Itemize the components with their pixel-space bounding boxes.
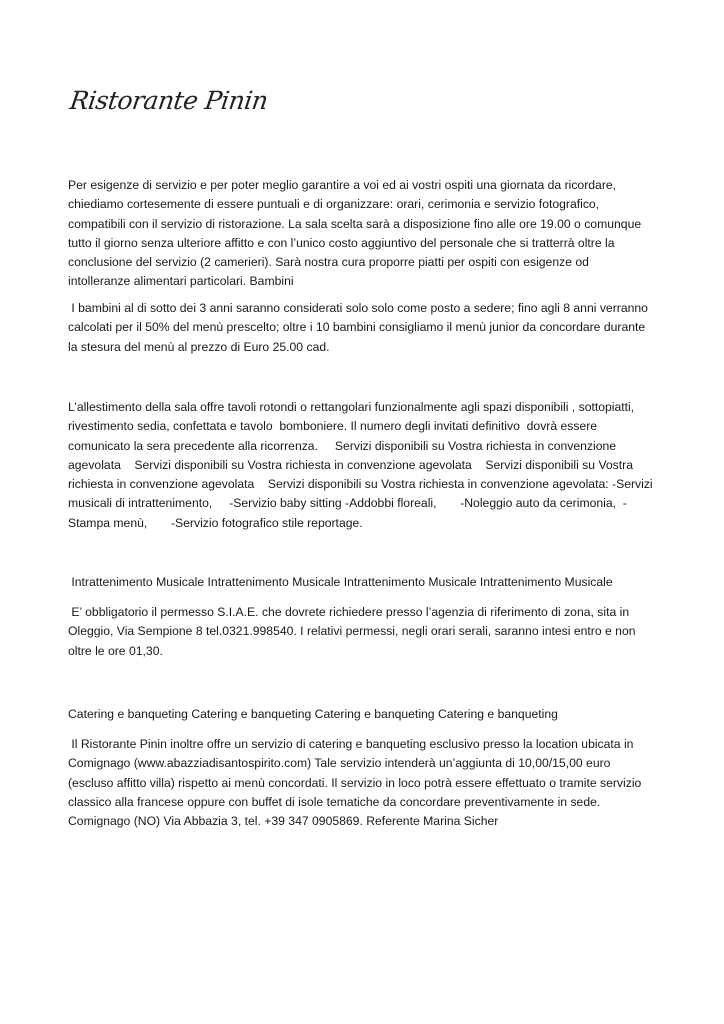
text-line: oltre le ore 01,30. (68, 643, 163, 658)
text-line: Comignago (NO) Via Abbazia 3, tel. +39 347 0905869. Referente Marina Sicher (68, 814, 499, 829)
paragraph-service-requirements (68, 176, 668, 292)
text-line: Catering e banqueting Catering e banqueting Catering e banqueting Catering e banqueting (68, 707, 558, 721)
text-line: rivestimento sedia, confettata e tavolo bomboniere. Il numero degli invitati definitivo dovrà essere (68, 419, 598, 434)
text-line: (escluso affitto villa) rispetto ai menù concordati. Il servizio in loco potrà essere effettuato o tramite servizio (68, 775, 642, 790)
text-line: calcolati per il 50% del menù prescelto; oltre i 10 bambini consigliamo il menù junior da concordare durante (68, 320, 646, 335)
paragraph-children (68, 299, 668, 357)
section-heading-catering (68, 705, 668, 724)
text-line: I bambini al di sotto dei 3 anni saranno considerati solo solo come posto a sedere; fino agli 8 anni verranno (68, 301, 648, 315)
text-line: Oleggio, Via Sempione 8 tel.0321.998540. I relativi permessi, negli orari serali, saranno intesi entro e non (68, 624, 636, 639)
text-line: comunicato la sera precedente alla ricorrenza. Servizi disponibili su Vostra richiesta in convenzione (68, 438, 617, 453)
text-line: compatibili con il servizio di ristorazione. La sala scelta sarà a disposizione fino alle ore 19.00 o comunque (68, 216, 642, 231)
text-line: L’allestimento della sala offre tavoli rotondi o rettangolari funzionalmente agli spazi disponibili , sottopiatti, (68, 400, 635, 414)
text-line: la stesura del menù al prezzo di Euro 25.00 cad. (68, 339, 330, 354)
text-line: Comignago (www.abazziadisantospirito.com) Tale servizio intenderà un’aggiunta di 10,00/15,00 euro (68, 756, 611, 771)
text-line: tutto il giorno senza ulteriore affitto e con l’unico costo aggiuntivo del personale che si tratterrà oltre la (68, 235, 615, 250)
text-line: Stampa menù, -Servizio fotografico stile reportage. (68, 515, 363, 530)
text-line: E’ obbligatorio il permesso S.I.A.E. che dovrete richiedere presso l’agenzia di riferimento di zona, sita in (68, 605, 630, 619)
text-line: intolleranze alimentari particolari. Bambini (68, 274, 294, 289)
text-line: musicali di intrattenimento, -Servizio baby sitting -Addobbi floreali, -Noleggio auto da cerimonia, - (68, 496, 627, 511)
text-line: Intrattenimento Musicale Intrattenimento Musicale Intrattenimento Musicale Intrattenimento Musicale (68, 575, 613, 589)
section-heading-music (68, 573, 668, 592)
text-line: Il Ristorante Pinin inoltre offre un servizio di catering e banqueting esclusivo presso la location ubicata in (68, 737, 634, 751)
text-line: richiesta in convenzione agevolata Servizi disponibili su Vostra richiesta in convenzione agevolata: -Servizi (68, 477, 653, 492)
paragraph-siae-permit (68, 603, 668, 661)
text-line: classico alla francese oppure con buffet di isole tematiche da concordare preventivamente in sede. (68, 794, 601, 809)
text-line: Per esigenze di servizio e per poter meglio garantire a voi ed ai vostri ospiti una giornata da ricordare, (68, 178, 617, 192)
document-title: Ristorante Pinin (68, 86, 270, 115)
paragraph-catering (68, 735, 668, 831)
paragraph-room-setup (68, 398, 668, 533)
text-line: chiediamo cortesemente di essere puntuali e di organizzare: orari, cerimonia e servizio fotografico, (68, 197, 600, 212)
text-line: conclusione del servizio (2 camerieri). Sarà nostra cura proporre piatti per ospiti con esigenze od (68, 255, 589, 270)
text-line: agevolata Servizi disponibili su Vostra richiesta in convenzione agevolata Servizi disponibili su Vostra (68, 457, 633, 472)
